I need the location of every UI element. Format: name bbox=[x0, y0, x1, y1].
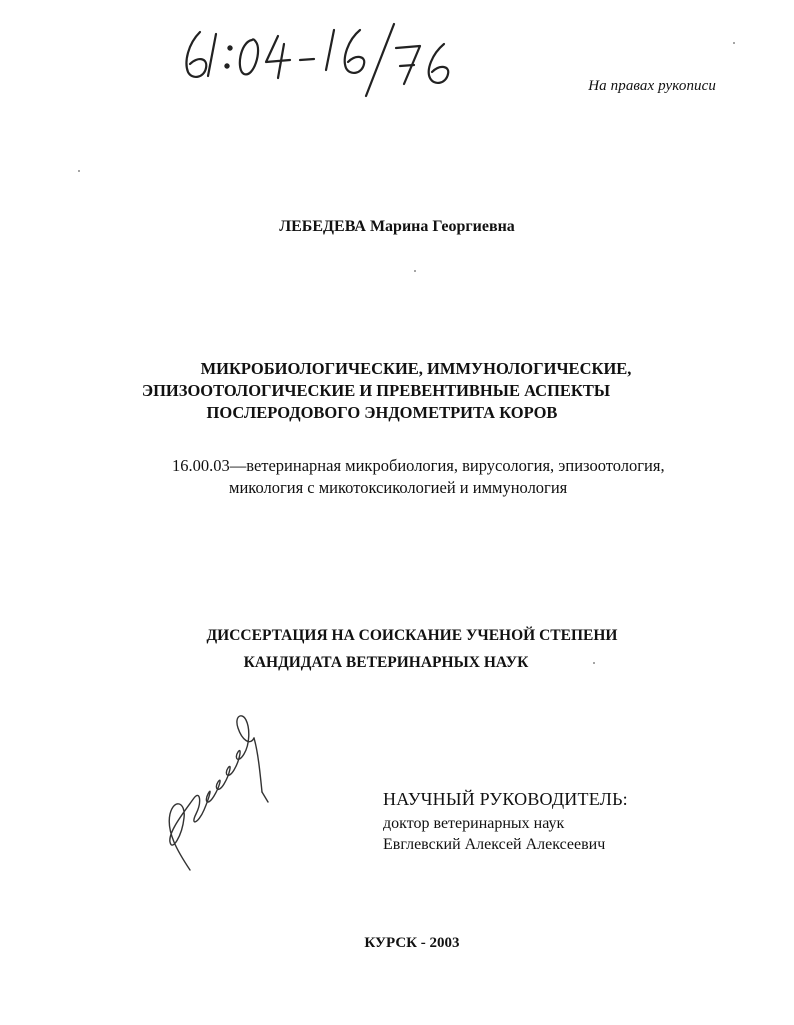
author-name bbox=[0, 218, 794, 236]
scan-speck bbox=[593, 662, 595, 664]
rights-notice: На правах рукописи bbox=[588, 78, 716, 94]
scan-speck bbox=[78, 170, 80, 172]
city-year bbox=[0, 935, 794, 952]
supervisor-name: Евглевский Алексей Алексеевич bbox=[383, 836, 606, 853]
specialty-line: микология с микотоксикологией и иммунология bbox=[229, 478, 568, 497]
handwritten-catalog-code bbox=[178, 18, 468, 98]
supervisor-degree: доктор ветеринарных наук bbox=[383, 815, 565, 832]
scan-speck bbox=[414, 270, 416, 272]
city-year-text: КУРСК - 2003 bbox=[364, 935, 460, 951]
title-line: ПОСЛЕРОДОВОГО ЭНДОМЕТРИТА КОРОВ bbox=[206, 403, 558, 422]
supervisor-heading: НАУЧНЫЙ РУКОВОДИТЕЛЬ: bbox=[383, 789, 628, 809]
specialty-code bbox=[172, 455, 665, 499]
scan-speck bbox=[733, 42, 735, 44]
degree-line: КАНДИДАТА ВЕТЕРИНАРНЫХ НАУК bbox=[243, 654, 529, 671]
specialty-line: 16.00.03—ветеринарная микробиология, вирусология, эпизоотология, bbox=[172, 456, 665, 475]
handwritten-signature bbox=[150, 702, 280, 872]
degree-statement bbox=[0, 622, 794, 676]
title-line: ЭПИЗООТОЛОГИЧЕСКИЕ И ПРЕВЕНТИВНЫЕ АСПЕКТЫ bbox=[141, 381, 611, 400]
scientific-supervisor bbox=[383, 787, 628, 855]
title-line: МИКРОБИОЛОГИЧЕСКИЕ, ИММУНОЛОГИЧЕСКИЕ, bbox=[200, 359, 632, 378]
dissertation-title bbox=[0, 358, 794, 424]
author-surname: ЛЕБЕДЕВА bbox=[279, 218, 366, 235]
degree-line: ДИССЕРТАЦИЯ НА СОИСКАНИЕ УЧЕНОЙ СТЕПЕНИ bbox=[206, 627, 618, 644]
author-given-names: Марина Георгиевна bbox=[369, 218, 515, 235]
